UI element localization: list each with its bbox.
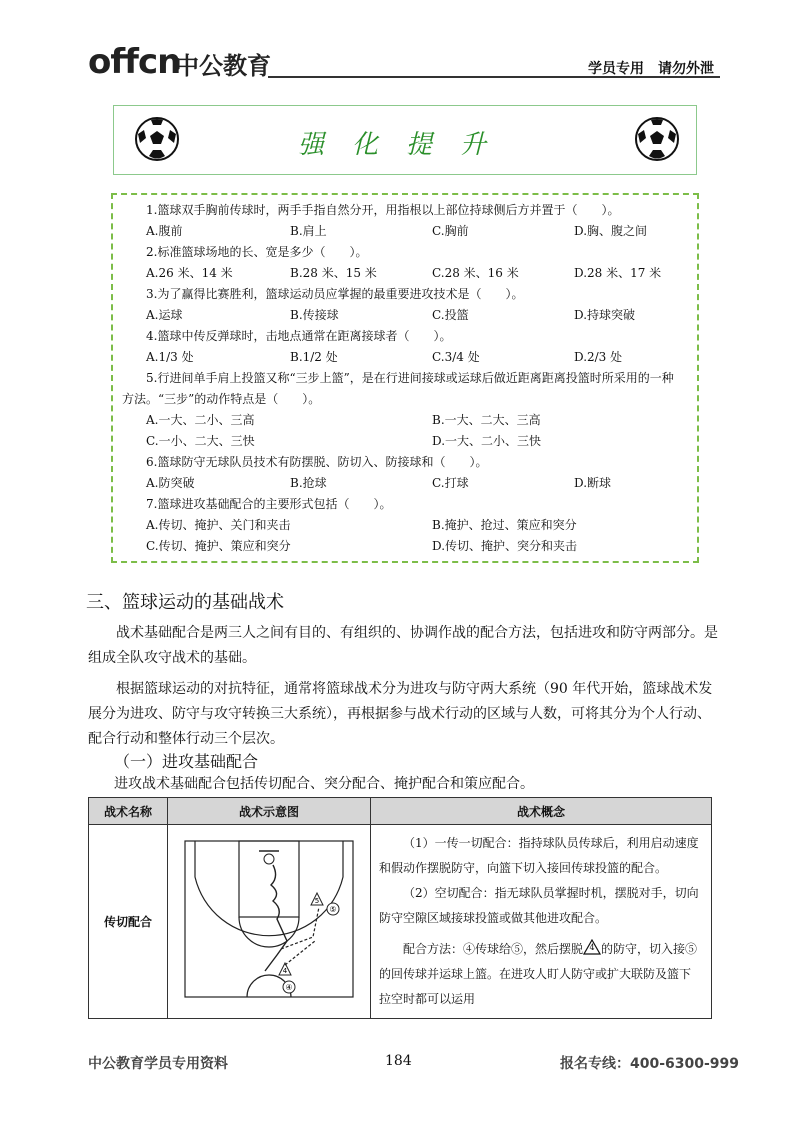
- tactic-name: 传切配合: [89, 825, 168, 1019]
- question-option: C.胸前: [432, 224, 469, 238]
- question-option: C.打球: [432, 476, 469, 490]
- question-option: B.1/2 处: [290, 350, 338, 364]
- question-option: B.抢球: [290, 476, 327, 490]
- banner-title: 强化提升: [297, 130, 514, 160]
- question-option: C.投篮: [432, 308, 469, 322]
- attacker-label: ④: [285, 983, 293, 992]
- sub-heading: （一）进攻基础配合: [114, 752, 259, 771]
- banner: [113, 105, 697, 175]
- question-option: C.28 米、16 米: [432, 266, 519, 280]
- concept-text: （1）一传一切配合：指持球队员传球后，利用启动速度和假动作摆脱防守，向篮下切入接回传球投篮的配合。: [379, 836, 699, 875]
- question-option: B.传接球: [290, 308, 339, 322]
- question-stem: 4.篮球中传反弹球时，击地点通常在距离接球者（ ）。: [146, 329, 452, 343]
- question-option: B.28 米、15 米: [290, 266, 377, 280]
- table-header: 战术示意图: [168, 798, 371, 825]
- question-stem: 3.为了赢得比赛胜利，篮球运动员应掌握的最重要进攻技术是（ ）。: [146, 287, 524, 301]
- question-option: D.胸、腹之间: [574, 224, 648, 238]
- question-stem-cont: 方法。“三步”的动作特点是（ ）。: [122, 392, 321, 406]
- footer-left: 中公教育学员专用资料: [88, 1056, 228, 1072]
- court-diagram: [181, 837, 357, 1003]
- question-option: A.1/3 处: [146, 350, 194, 364]
- header-notice: 学员专用 请勿外泄: [588, 61, 714, 77]
- table-header: 战术概念: [371, 798, 712, 825]
- soccer-ball-icon: [634, 116, 680, 162]
- section-paragraph: 根据篮球运动的对抗特征，通常将篮球战术分为进攻与防守两大系统（90 年代开始，篮球战术发展分为进攻、防守与攻守转换三大系统），再根据参与战术行动的区域与人数，可将其分为个人行动、配合行动和整体行动三个层次。: [88, 681, 713, 747]
- table-header: 战术名称: [89, 798, 168, 825]
- tactic-diagram-cell: [168, 825, 371, 1019]
- question-option: D.传切、掩护、突分和夹击: [432, 539, 578, 553]
- concept-method: 配合方法：④传球给⑤，然后摆脱 4 的防守，切入接⑤的回传球并运球上篮。在进攻人盯人防守或扩大联防及篮下拉空时都可以运用: [379, 937, 701, 1012]
- question-option: B.肩上: [290, 224, 327, 238]
- defender-label: 4: [282, 967, 288, 975]
- footer-right: 报名专线：400-6300-999: [560, 1056, 740, 1072]
- question-option: B.掩护、抢过、策应和突分: [432, 518, 577, 532]
- question-stem: 2.标准篮球场地的长、宽是多少（ ）。: [146, 245, 368, 259]
- section-paragraph: 战术基础配合是两三人之间有目的、有组织的、协调作战的配合方法，包括进攻和防守两部分。是组成全队攻守战术的基础。: [88, 625, 718, 666]
- question-option: A.传切、掩护、关门和夹击: [146, 518, 291, 532]
- question-option: A.26 米、14 米: [146, 266, 233, 280]
- tactic-concept: [371, 825, 712, 1019]
- question-option: C.3/4 处: [432, 350, 480, 364]
- question-option: B.一大、二大、三高: [432, 413, 541, 427]
- question-option: C.传切、掩护、策应和突分: [146, 539, 291, 553]
- question-stem: 1.篮球双手胸前传球时，两手手指自然分开，用指根以上部位持球侧后方并置于（ ）。: [146, 203, 620, 217]
- question-stem: 7.篮球进攻基础配合的主要形式包括（ ）。: [146, 497, 392, 511]
- sub-intro: 进攻战术基础配合包括传切配合、突分配合、掩护配合和策应配合。: [114, 776, 534, 792]
- defender-label: 5: [314, 897, 320, 905]
- question-option: D.28 米、17 米: [574, 266, 662, 280]
- tactics-table: [88, 797, 712, 1019]
- question-option: C.一小、二大、三快: [146, 434, 255, 448]
- question-option: A.运球: [146, 308, 183, 322]
- section-heading: 三、篮球运动的基础战术: [86, 592, 284, 613]
- question-option: A.一大、二小、三高: [146, 413, 255, 427]
- question-stem: 6.篮球防守无球队员技术有防摆脱、防切入、防接球和（ ）。: [146, 455, 488, 469]
- concept-text: （2）空切配合：指无球队员掌握时机，摆脱对手，切向防守空隙区域接球投篮或做其他进攻配合。: [379, 886, 699, 925]
- defender-triangle-icon: [583, 939, 601, 955]
- question-option: D.断球: [574, 476, 612, 490]
- question-option: D.2/3 处: [574, 350, 623, 364]
- attacker-label: ⑤: [329, 905, 337, 914]
- page-number: 184: [385, 1053, 412, 1069]
- question-option: A.腹前: [146, 224, 183, 238]
- brand-logo: offcn: [88, 42, 181, 82]
- question-option: D.持球突破: [574, 308, 636, 322]
- question-option: D.一大、二小、三快: [432, 434, 542, 448]
- question-option: A.防突破: [146, 476, 195, 490]
- defender-triangle-label: 4: [589, 943, 595, 952]
- question-stem: 5.行进间单手肩上投篮又称“三步上篮”，是在行进间接球或运球后做近距离距离投篮时所采用的一种: [146, 371, 674, 385]
- brand-name: 中公教育: [175, 52, 271, 80]
